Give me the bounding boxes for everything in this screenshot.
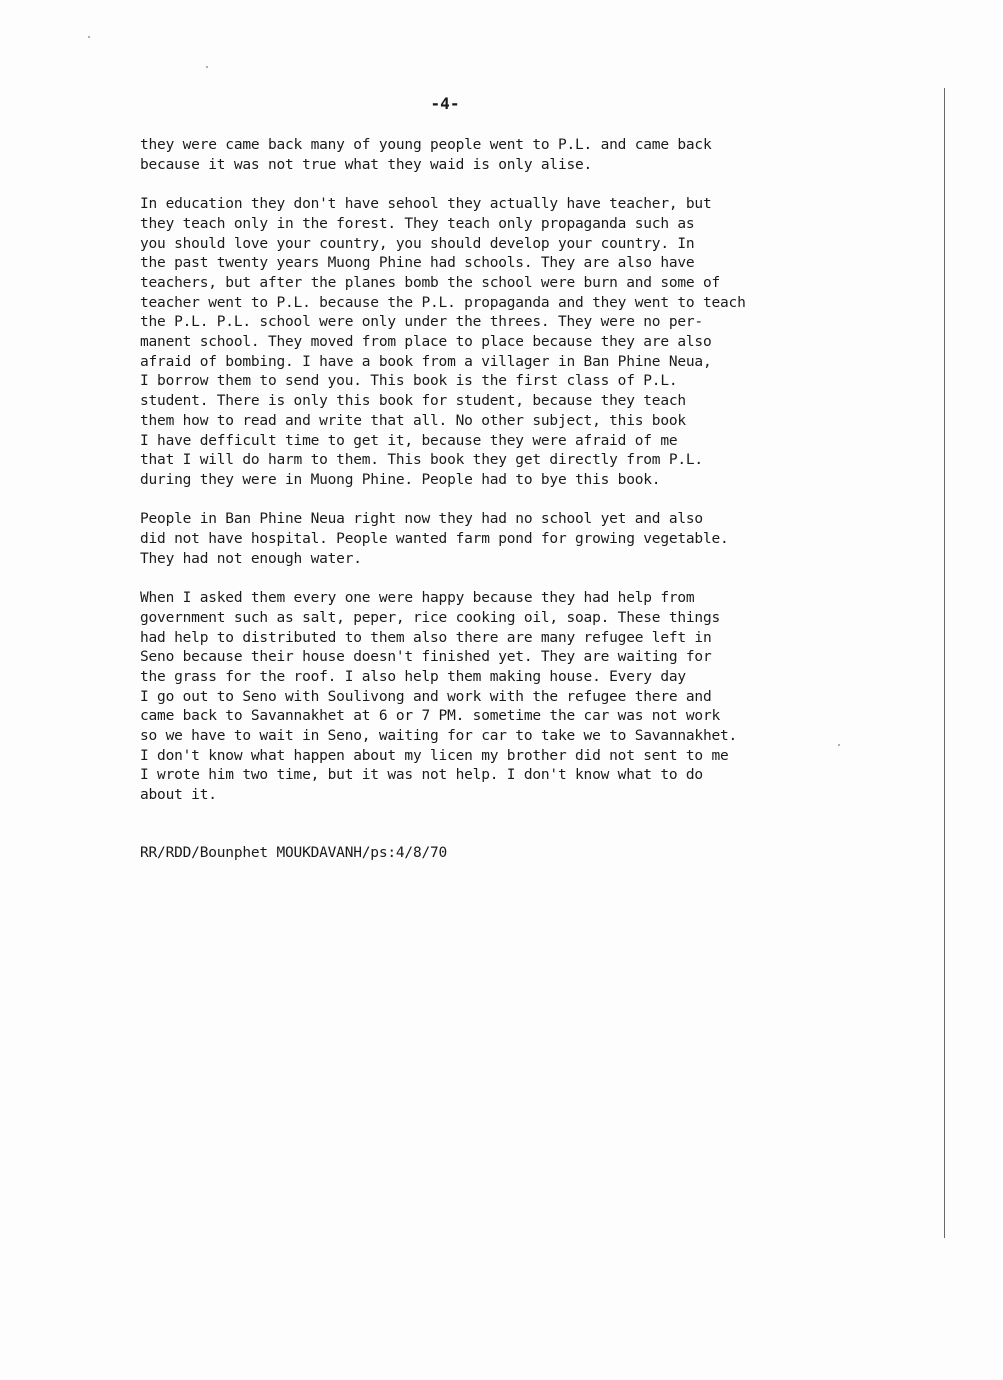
scan-speck <box>88 36 90 38</box>
letter-body <box>140 136 860 826</box>
paragraph-refugee-help: When I asked them every one were happy because they had help from government such as salt, peper, rice cooking oil, soap. These things had help to distributed to them also there are many refugee left in Seno because their house doesn't finished yet. They are waiting for the grass for the roof. I also help them making house. Every day I go out to Seno with Soulivong and work with the refugee there and came back to Savannakhet at 6 or 7 PM. sometime the car was not work so we have to wait in Seno, waiting for car to take we to Savannakhet. I don't know what happen about my licen my brother did not sent to me I wrote him two time, but it was not help. I don't know what to do about it. <box>140 590 738 804</box>
reference-line: RR/RDD/Bounphet MOUKDAVANH/ps:4/8/70 <box>140 845 448 861</box>
scan-speck <box>838 744 840 746</box>
page-number: -4- <box>430 94 460 113</box>
paragraph-ban-phine-neua: People in Ban Phine Neua right now they had no school yet and also did not have hospital. People wanted farm pond for growing vegetable. They had not enough water. <box>140 511 729 567</box>
scan-speck <box>206 66 208 68</box>
paragraph-education: In education they don't have sehool they actually have teacher, but they teach only in the forest. They teach only propaganda such as you should love your country, you should develop your country. In the past twenty years Muong Phine had schools. They are also have teachers, but after the planes bomb the school were burn and some of teacher went to P.L. because the P.L. propaganda and they went to teach the P.L. P.L. school were only under the threes. They were no per- manent school. They moved from place to place because they are also afraid of bombing. I have a book from a villager in Ban Phine Neua, I borrow them to send you. This book is the first class of P.L. student. There is only this book for student, because they teach them how to read and write that all. No other subject, this book I have defficult time to get it, because they were afraid of me that I will do harm to them. This book they get directly from P.L. during they were in Muong Phine. People had to bye this book. <box>140 196 746 488</box>
paragraph-return-of-youth: they were came back many of young people went to P.L. and came back because it was not true what they waid is only alise. <box>140 137 712 173</box>
margin-rule <box>944 88 945 1238</box>
